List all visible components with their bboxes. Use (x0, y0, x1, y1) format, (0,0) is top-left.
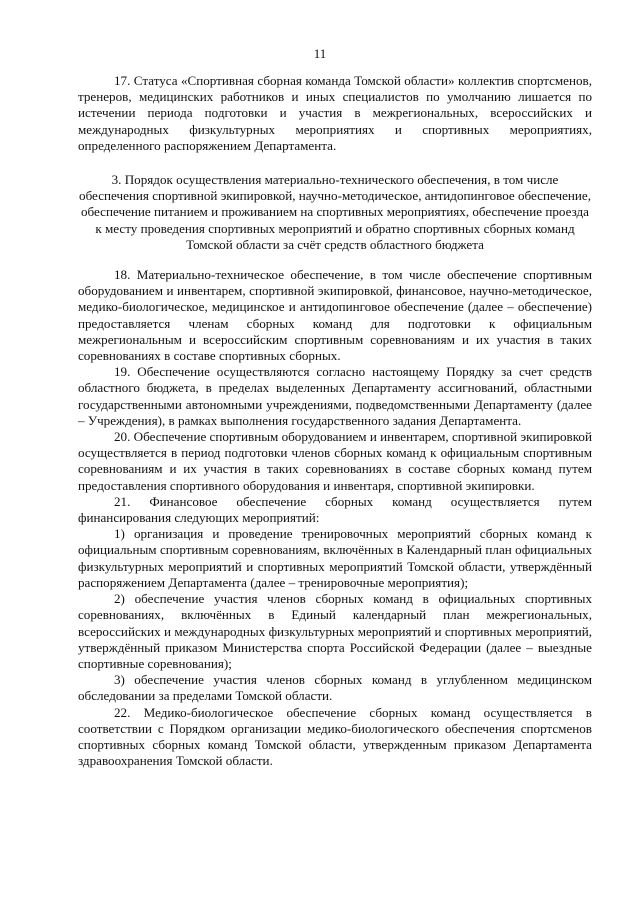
paragraph-21-item-2: 2) обеспечение участия членов сборных команд в официальных спортивных соревнованиях, включённых в Единый календарный план межрегиональных, всероссийских и международных физкультурных мероприятий и спортивных мероприятий, утверждённый приказом Министерства спорта Российской Федерации (далее – выездные спортивные соревнования); (78, 591, 592, 671)
paragraph-17: 17. Статуса «Спортивная сборная команда Томской области» коллектив спортсменов, тренеров, медицинских работников и иных специалистов по умолчанию лишается по истечении периода подготовки и участия в межрегиональных, всероссийских и международных физкультурных мероприятиях и спортивных мероприятиях, определенного распоряжением Департамента. (78, 73, 592, 153)
paragraph-21: 21. Финансовое обеспечение сборных команд осуществляется путем финансирования следующих мероприятий: (78, 493, 592, 526)
paragraph-21-item-3: 3) обеспечение участия членов сборных команд в углубленном медицинском обследовании за пределами Томской области. (78, 672, 592, 704)
paragraph-20: 20. Обеспечение спортивным оборудованием и инвентарем, спортивной экипировкой осуществляется в период подготовки членов сборных команд к официальным спортивным соревнованиям и их участия в таких соревнованиях в составе сборных команд путем предоставления спортивного оборудования и инвентаря, спортивной экипировки. (78, 429, 592, 493)
paragraph-18: 18. Материально-техническое обеспечение, в том числе обеспечение спортивным оборудованием и инвентарем, спортивной экипировкой, финансовое, научно-методическое, медико-биологическое, медицинское и антидопинговое обеспечение (далее – обеспечение) предоставляется членам сборных команд для подготовки к официальным межрегиональным и всероссийским спортивным соревнованиям и их участия в таких соревнованиях в составе спортивных сборных. (78, 267, 592, 364)
document-body (78, 73, 592, 769)
section-3-heading: 3. Порядок осуществления материально-технического обеспечения, в том числе обеспечения спортивной экипировкой, научно-методическое, антидопинговое обеспечение, обеспечение питанием и проживанием на спортивных мероприятиях, обеспечение проезда к месту проведения спортивных мероприятий и обратно спортивных сборных команд Томской области за счёт средств областного бюджета (79, 172, 591, 252)
paragraph-22: 22. Медико-биологическое обеспечение сборных команд осуществляется в соответствии с Порядком организации медико-биологического обеспечения спортсменов спортивных сборных команд Томской области, утвержденным приказом Департамента здравоохранения Томской области. (78, 704, 592, 769)
paragraph-19: 19. Обеспечение осуществляются согласно настоящему Порядку за счет средств областного бюджета, в пределах выделенных Департаменту ассигнований, областными государственными автономными учреждениями, подведомственными Департаменту (далее – Учреждения), в рамках выполнения государственного задания Департамента. (78, 364, 592, 428)
paragraph-21-item-1: 1) организация и проведение тренировочных мероприятий сборных команд к официальным спортивным соревнованиям, включённых в Календарный план официальных физкультурных мероприятий и спортивных мероприятий Томской области, утверждённый распоряжением Департамента (далее – тренировочные мероприятия); (78, 526, 592, 590)
page-number: 11 (313, 46, 327, 61)
